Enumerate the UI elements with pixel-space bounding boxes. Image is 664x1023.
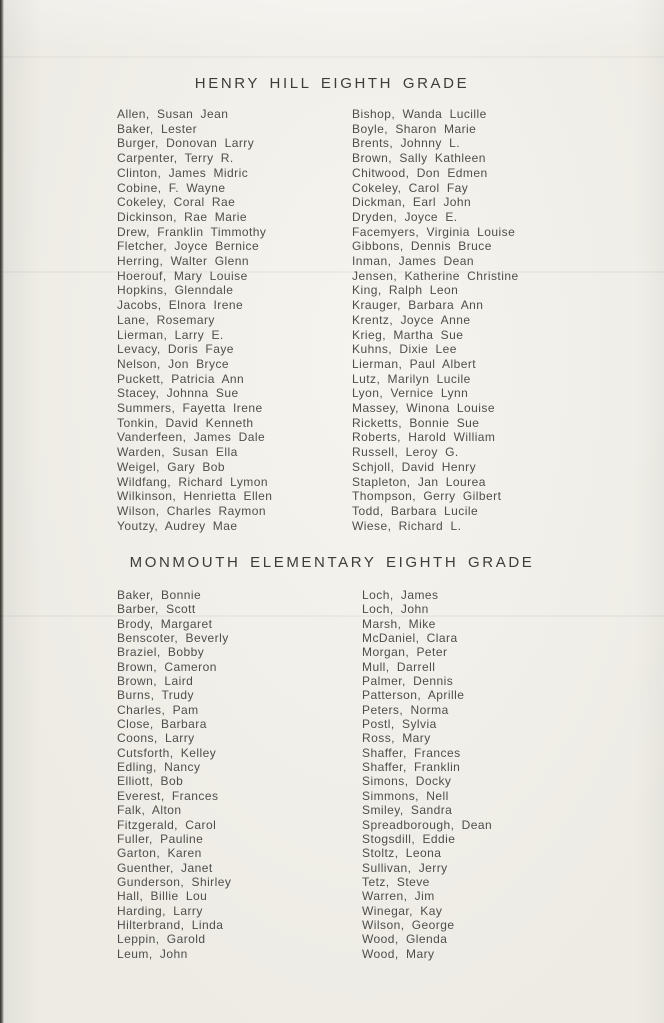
student-name: Thompson, Gerry Gilbert (352, 489, 502, 504)
henry-hill-name-column-left (117, 107, 272, 533)
student-name: Tonkin, David Kenneth (117, 415, 254, 430)
student-name: Benscoter, Beverly (117, 631, 229, 646)
student-name: Wilkinson, Henrietta Ellen (117, 489, 273, 504)
student-name: Dryden, Joyce E. (352, 209, 458, 224)
student-name: Kuhns, Dixie Lee (352, 342, 457, 357)
student-name: Burns, Trudy (117, 688, 194, 703)
student-name: Lierman, Larry E. (117, 327, 224, 342)
student-name: Baker, Bonnie (117, 588, 202, 602)
student-name: Burger, Donovan Larry (117, 136, 255, 151)
student-name: Hoerouf, Mary Louise (117, 268, 248, 283)
student-name: Peters, Norma (362, 702, 449, 717)
henry-hill-name-column-right (352, 107, 519, 533)
student-name: Cutsforth, Kelley (117, 745, 217, 760)
student-name: Simmons, Nell (362, 788, 449, 803)
student-name: Inman, James Dean (352, 254, 475, 269)
student-name: Spreadborough, Dean (362, 817, 493, 832)
student-name: Vanderfeen, James Dale (117, 430, 266, 445)
student-name: McDaniel, Clara (362, 631, 458, 646)
student-name: Boyle, Sharon Marie (352, 121, 477, 136)
student-name: Stacey, Johnna Sue (117, 386, 239, 401)
student-name: Edling, Nancy (117, 760, 201, 775)
student-name: Garton, Karen (117, 846, 202, 861)
student-name: Tetz, Steve (362, 874, 430, 889)
student-name: Winegar, Kay (362, 903, 443, 918)
student-name: Leum, John (117, 946, 188, 961)
student-name: Leppin, Garold (117, 932, 206, 947)
paper-crease (0, 271, 664, 273)
paper-crease (0, 615, 664, 617)
student-name: Bishop, Wanda Lucille (352, 107, 487, 121)
student-name: Loch, James (362, 588, 439, 602)
student-name: Harding, Larry (117, 903, 203, 918)
student-name: Wood, Mary (362, 946, 435, 961)
student-name: Wildfang, Richard Lymon (117, 474, 268, 489)
student-name: Shaffer, Frances (362, 745, 461, 760)
student-name: Hall, Billie Lou (117, 889, 208, 904)
student-name: Jacobs, Elnora Irene (117, 298, 244, 313)
student-name: Allen, Susan Jean (117, 107, 229, 121)
student-name: Hilterbrand, Linda (117, 917, 224, 932)
student-name: King, Ralph Leon (352, 283, 459, 298)
paper-crease (0, 56, 664, 58)
student-name: Krieg, Martha Sue (352, 327, 464, 342)
student-name: Puckett, Patricia Ann (117, 371, 245, 386)
student-name: Lierman, Paul Albert (352, 356, 477, 371)
student-name: Chitwood, Don Edmen (352, 165, 488, 180)
student-name: Postl, Sylvia (362, 717, 437, 732)
student-name: Summers, Fayetta Irene (117, 401, 263, 416)
student-name: Dickinson, Rae Marie (117, 209, 248, 224)
student-name: Patterson, Aprille (362, 688, 465, 703)
student-name: Marsh, Mike (362, 616, 436, 631)
student-name: Massey, Winona Louise (352, 401, 495, 416)
student-name: Roberts, Harold William (352, 430, 496, 445)
section-title-monmouth: MONMOUTH ELEMENTARY EIGHTH GRADE (129, 554, 535, 571)
student-name: Ricketts, Bonnie Sue (352, 415, 480, 430)
student-name: Facemyers, Virginia Louise (352, 224, 516, 239)
student-name: Smiley, Sandra (362, 803, 453, 818)
student-name: Wood, Glenda (362, 932, 448, 947)
student-name: Brents, Johnny L. (352, 136, 461, 151)
student-name: Lutz, Marilyn Lucile (352, 371, 471, 386)
student-name: Charles, Pam (117, 702, 199, 717)
student-name: Warren, Jim (362, 889, 435, 904)
student-name: Wilson, George (362, 917, 455, 932)
student-name: Brown, Cameron (117, 659, 217, 674)
student-name: Falk, Alton (117, 803, 182, 818)
student-name: Dickman, Earl John (352, 195, 472, 210)
student-name: Mull, Darrell (362, 659, 436, 674)
monmouth-name-column-left (117, 588, 231, 961)
student-name: Fletcher, Joyce Bernice (117, 239, 260, 254)
student-name: Gunderson, Shirley (117, 874, 232, 889)
student-name: Schjoll, David Henry (352, 459, 477, 474)
student-name: Drew, Franklin Timmothy (117, 224, 267, 239)
student-name: Brown, Laird (117, 674, 194, 689)
student-name: Warden, Susan Ella (117, 445, 238, 460)
student-name: Wilson, Charles Raymon (117, 503, 266, 518)
student-name: Morgan, Peter (362, 645, 448, 660)
student-name: Shaffer, Franklin (362, 760, 461, 775)
student-name: Everest, Frances (117, 788, 219, 803)
student-name: Coons, Larry (117, 731, 195, 746)
student-name: Clinton, James Midric (117, 165, 249, 180)
student-name: Barber, Scott (117, 602, 196, 617)
student-name: Wiese, Richard L. (352, 518, 462, 533)
student-name: Herring, Walter Glenn (117, 254, 250, 269)
student-name: Simons, Docky (362, 774, 452, 789)
student-name: Krauger, Barbara Ann (352, 298, 484, 313)
student-name: Levacy, Doris Faye (117, 342, 234, 357)
student-name: Russell, Leroy G. (352, 445, 459, 460)
student-name: Fuller, Pauline (117, 831, 204, 846)
student-name: Lyon, Vernice Lynn (352, 386, 469, 401)
student-name: Gibbons, Dennis Bruce (352, 239, 492, 254)
student-name: Baker, Lester (117, 121, 198, 136)
student-name: Fitzgerald, Carol (117, 817, 217, 832)
student-name: Palmer, Dennis (362, 674, 454, 689)
student-name: Brown, Sally Kathleen (352, 151, 486, 166)
student-name: Carpenter, Terry R. (117, 151, 234, 166)
student-name: Krentz, Joyce Anne (352, 312, 471, 327)
student-name: Sullivan, Jerry (362, 860, 448, 875)
student-name: Stapleton, Jan Lourea (352, 474, 486, 489)
student-name: Lane, Rosemary (117, 312, 215, 327)
student-name: Ross, Mary (362, 731, 431, 746)
student-name: Nelson, Jon Bryce (117, 356, 230, 371)
student-name: Weigel, Gary Bob (117, 459, 226, 474)
monmouth-name-column-right (362, 588, 492, 961)
student-name: Youtzy, Audrey Mae (117, 518, 238, 533)
student-name: Close, Barbara (117, 717, 207, 732)
student-name: Stoltz, Leona (362, 846, 442, 861)
section-title-henry-hill: HENRY HILL EIGHTH GRADE (194, 75, 470, 92)
student-name: Cokeley, Carol Fay (352, 180, 469, 195)
student-name: Todd, Barbara Lucile (352, 503, 479, 518)
student-name: Hopkins, Glenndale (117, 283, 234, 298)
student-name: Cobine, F. Wayne (117, 180, 226, 195)
page-left-edge-shadow (0, 0, 4, 1023)
student-name: Cokeley, Coral Rae (117, 195, 236, 210)
student-name: Guenther, Janet (117, 860, 213, 875)
student-name: Brody, Margaret (117, 616, 213, 631)
student-name: Jensen, Katherine Christine (352, 268, 519, 283)
student-name: Braziel, Bobby (117, 645, 205, 660)
student-name: Elliott, Bob (117, 774, 184, 789)
student-name: Stogsdill, Eddie (362, 831, 456, 846)
student-name: Loch, John (362, 602, 429, 617)
